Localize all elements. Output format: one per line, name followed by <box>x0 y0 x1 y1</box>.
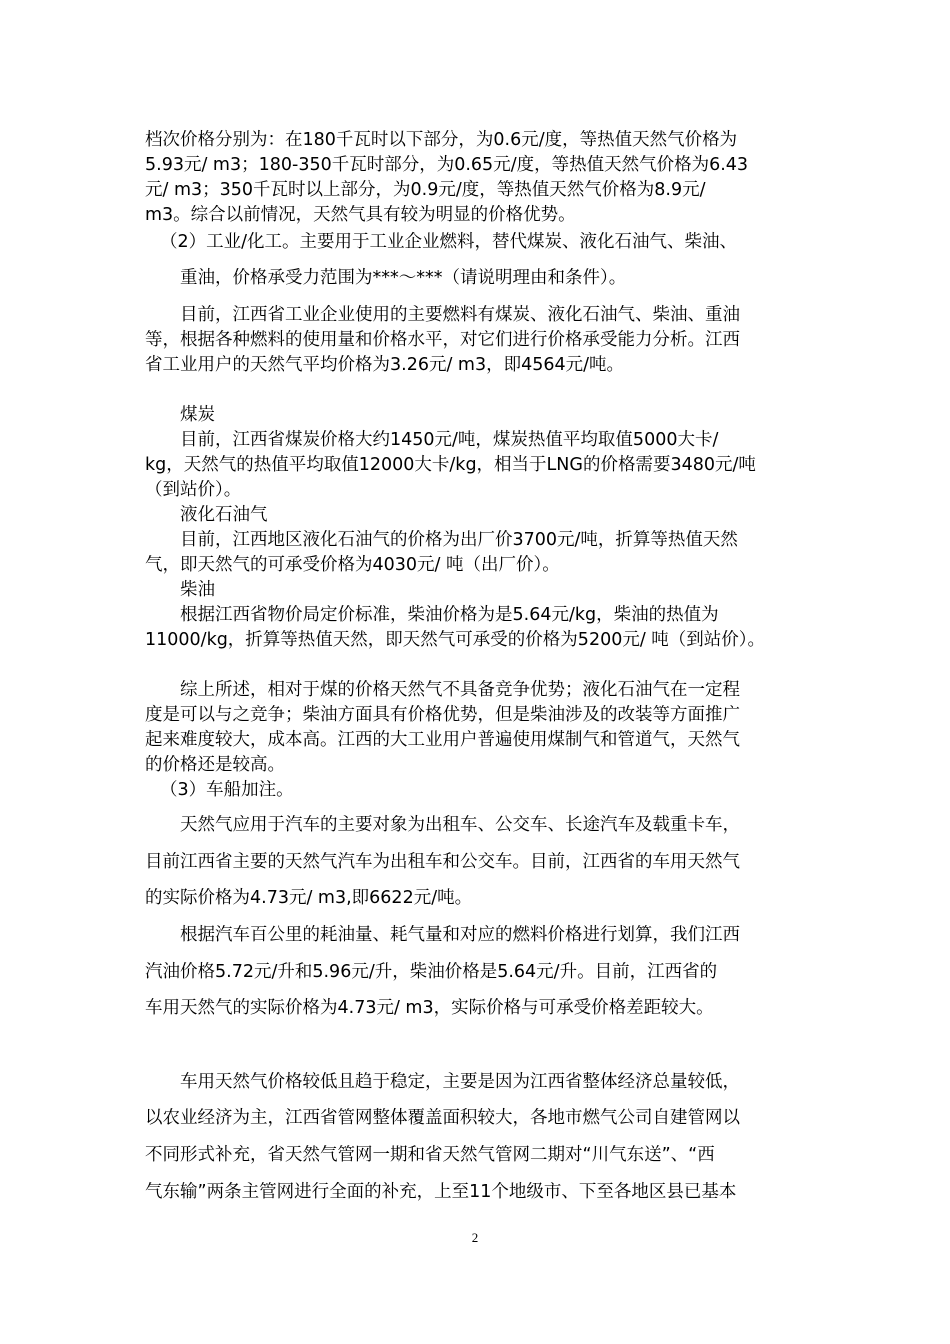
text-line: 综上所述，相对于煤的价格天然气不具备竞争优势；液化石油气在一定程 <box>180 680 740 700</box>
text-line: （到站价）。 <box>145 480 242 500</box>
text-line: （3）车船加注。 <box>160 780 294 800</box>
text-line: 11000/kg，折算等热值天然，即天然气可承受的价格为5200元/ 吨（到站价）。 <box>145 630 766 650</box>
text-line: 省工业用户的天然气平均价格为3.26元/ m3，即4564元/吨。 <box>145 355 625 375</box>
text-line: 起来难度较大，成本高。江西的大工业用户普遍使用煤制气和管道气，天然气 <box>145 730 740 750</box>
text-line: 气，即天然气的可承受价格为4030元/ 吨（出厂价）。 <box>145 555 560 575</box>
text-line: 不同形式补充，省天然气管网一期和省天然气管网二期对“川气东送”、“西 <box>145 1145 715 1165</box>
text-line: 目前，江西省煤炭价格大约1450元/吨，煤炭热值平均取值5000大卡/ <box>180 430 719 450</box>
text-line: （2）工业/化工。主要用于工业企业燃料，替代煤炭、液化石油气、柴油、 <box>160 232 738 252</box>
text-line: 根据汽车百公里的耗油量、耗气量和对应的燃料价格进行划算，我们江西 <box>180 925 740 945</box>
text-line: 度是可以与之竞争；柴油方面具有价格优势，但是柴油涉及的改装等方面推广 <box>145 705 740 725</box>
text-line: 档次价格分别为：在180千瓦时以下部分，为0.6元/度，等热值天然气价格为 <box>145 130 738 150</box>
text-line: 目前江西省主要的天然气汽车为出租车和公交车。目前，江西省的车用天然气 <box>145 852 740 872</box>
text-line: 车用天然气价格较低且趋于稳定，主要是因为江西省整体经济总量较低， <box>180 1072 740 1092</box>
text-line: 等，根据各种燃料的使用量和价格水平，对它们进行价格承受能力分析。江西 <box>145 330 740 350</box>
section-heading: 煤炭 <box>180 405 215 425</box>
text-line: 以农业经济为主，江西省管网整体覆盖面积较大，各地市燃气公司自建管网以 <box>145 1108 740 1128</box>
text-line: 车用天然气的实际价格为4.73元/ m3，实际价格与可承受价格差距较大。 <box>145 998 714 1018</box>
text-line: 目前，江西地区液化石油气的价格为出厂价3700元/吨，折算等热值天然 <box>180 530 738 550</box>
section-heading: 液化石油气 <box>180 505 268 525</box>
text-line: 元/ m3；350千瓦时以上部分，为0.9元/度，等热值天然气价格为8.9元/ <box>145 180 706 200</box>
text-line: 的价格还是较高。 <box>145 755 285 775</box>
text-line: 天然气应用于汽车的主要对象为出租车、公交车、长途汽车及载重卡车， <box>180 815 740 835</box>
text-line: 目前，江西省工业企业使用的主要燃料有煤炭、液化石油气、柴油、重油 <box>180 305 740 325</box>
text-line: 重油，价格承受力范围为***～***（请说明理由和条件）。 <box>180 268 627 288</box>
text-line: 的实际价格为4.73元/ m3,即6622元/吨。 <box>145 888 473 908</box>
text-line: 气东输”两条主管网进行全面的补充，上至11个地级市、下至各地区县已基本 <box>145 1182 737 1202</box>
section-heading: 柴油 <box>180 580 215 600</box>
text-line: 5.93元/ m3；180-350千瓦时部分，为0.65元/度，等热值天然气价格为6.43 <box>145 155 749 175</box>
text-line: kg，天然气的热值平均取值12000大卡/kg，相当于LNG的价格需要3480元/吨 <box>145 455 756 475</box>
page-number: 2 <box>471 1230 479 1245</box>
text-line: 汽油价格5.72元/升和5.96元/升，柴油价格是5.64元/升。目前，江西省的 <box>145 962 718 982</box>
text-line: m3。综合以前情况，天然气具有较为明显的价格优势。 <box>145 205 576 225</box>
text-line: 根据江西省物价局定价标准，柴油价格为是5.64元/kg，柴油的热值为 <box>180 605 719 625</box>
